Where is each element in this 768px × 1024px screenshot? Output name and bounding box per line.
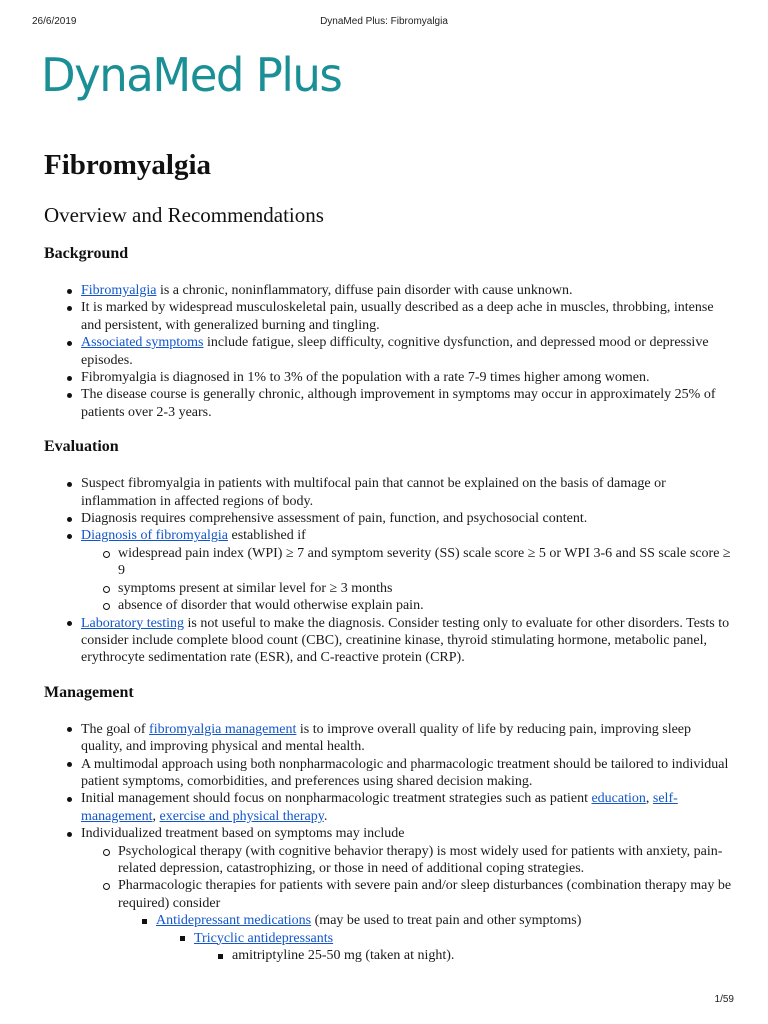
page-title: Fibromyalgia [44,149,212,181]
tricyclic-antidepressants-link[interactable]: Tricyclic antidepressants [194,930,334,946]
evaluation-heading: Evaluation [44,438,119,456]
section-title: Overview and Recommendations [44,203,324,227]
list-item: The disease course is generally chronic, although improvement in symptoms may occur in approximately 25% of patients over 2-3 years. [44,386,734,421]
list-item: widespread pain index (WPI) ≥ 7 and symptom severity (SS) scale score ≥ 5 or WPI 3-6 and SS scale score ≥ 9 [81,545,734,580]
list-item: Diagnosis requires comprehensive assessment of pain, function, and psychosocial content. [44,510,734,527]
antidepressant-medications-link[interactable]: Antidepressant medications [156,913,312,929]
page-number: 1/59 [714,994,734,1005]
list-item: The goal of fibromyalgia management is to improve overall quality of life by reducing pain, improving sleep quality, and improving physical and mental health. [44,721,734,756]
list-item: Antidepressant medications (may be used to treat pain and other symptoms) Tricyclic antidepressants amitriptyline 25-50 mg (taken at night). [118,912,734,964]
laboratory-testing-link[interactable]: Laboratory testing [81,615,185,631]
print-header [0,16,768,30]
individualized-treatment-list [81,843,734,965]
management-heading: Management [44,683,134,701]
list-item: Fibromyalgia is a chronic, noninflammatory, diffuse pain disorder with cause unknown. [44,282,734,299]
antidepressant-list [156,930,734,965]
education-link[interactable]: education [591,791,646,807]
tricyclic-list [194,947,734,964]
article-content [44,140,734,964]
list-item: symptoms present at similar level for ≥ 3 months [81,580,734,597]
list-item [156,930,734,965]
management-list [44,721,734,965]
background-list [44,282,734,421]
pharmacologic-list [118,912,734,964]
list-item: Laboratory testing is not useful to make the diagnosis. Consider testing only to evaluate for other disorders. Tests to consider include complete blood count (CBC), creatinine kinase, thyroid stimulating hormone, metabolic panel, erythrocyte sedimentation rate (ESR), and C-reactive protein (CRP). [44,615,734,667]
diagnosis-of-fibromyalgia-link[interactable]: Diagnosis of fibromyalgia [81,528,228,544]
list-item: Pharmacologic therapies for patients with severe pain and/or sleep disturbances (combination therapy may be required) consider Antidepressant medications (may be used to treat pain and other symptoms) Tricyclic antidepressants amitriptyline 25-50 mg (taken at night). [81,877,734,964]
print-date: 26/6/2019 [32,16,77,27]
list-item: Individualized treatment based on symptoms may include Psychological therapy (with cognitive behavior therapy) is most widely used for patients with anxiety, pain-related depression, catastrophizing, or those in need of additional coping strategies. Pharmacologic therapies for patients with severe pain and/or sleep disturbances (combination therapy may be required) consider Antidepressant medications (may be used to treat pain and other symptoms) Tricyclic antidepressants amitriptyline 25-50 mg (taken at night). [44,825,734,964]
list-item: A multimodal approach using both nonpharmacologic and pharmacologic treatment should be tailored to individual patient symptoms, comorbidities, and preferences using shared decision making. [44,756,734,791]
dynamed-plus-logo: DynaMed Plus [41,48,342,103]
diagnosis-criteria-list [81,545,734,615]
list-item: Initial management should focus on nonpharmacologic treatment strategies such as patient education, self-management, exercise and physical therapy. [44,790,734,825]
evaluation-list [44,475,734,666]
list-item: It is marked by widespread musculoskeletal pain, usually described as a deep ache in muscles, throbbing, intense and persistent, with generalized burning and tingling. [44,299,734,334]
associated-symptoms-link[interactable]: Associated symptoms [81,335,204,351]
list-item: Suspect fibromyalgia in patients with multifocal pain that cannot be explained on the basis of damage or inflammation in affected regions of body. [44,475,734,510]
list-item: Fibromyalgia is diagnosed in 1% to 3% of the population with a rate 7-9 times higher among women. [44,369,734,386]
print-title: DynaMed Plus: Fibromyalgia [320,16,448,27]
list-item: amitriptyline 25-50 mg (taken at night). [194,947,734,964]
list-item: Associated symptoms include fatigue, sleep difficulty, cognitive dysfunction, and depressed mood or depressive episodes. [44,334,734,369]
background-heading: Background [44,245,129,262]
list-item: absence of disorder that would otherwise explain pain. [81,597,734,614]
exercise-physical-therapy-link[interactable]: exercise and physical therapy [159,808,324,824]
self-management-link[interactable]: self-management [81,791,678,824]
fibromyalgia-management-link[interactable]: fibromyalgia management [149,721,297,737]
list-item: Diagnosis of fibromyalgia established if widespread pain index (WPI) ≥ 7 and symptom severity (SS) scale score ≥ 5 or WPI 3-6 and SS scale score ≥ 9 symptoms present at similar level for ≥ 3 months absence of disorder that would otherwise explain pain. [44,527,734,614]
fibromyalgia-link[interactable]: Fibromyalgia [81,283,157,298]
list-item: Psychological therapy (with cognitive behavior therapy) is most widely used for patients with anxiety, pain-related depression, catastrophizing, or those in need of additional coping strategies. [81,843,734,878]
